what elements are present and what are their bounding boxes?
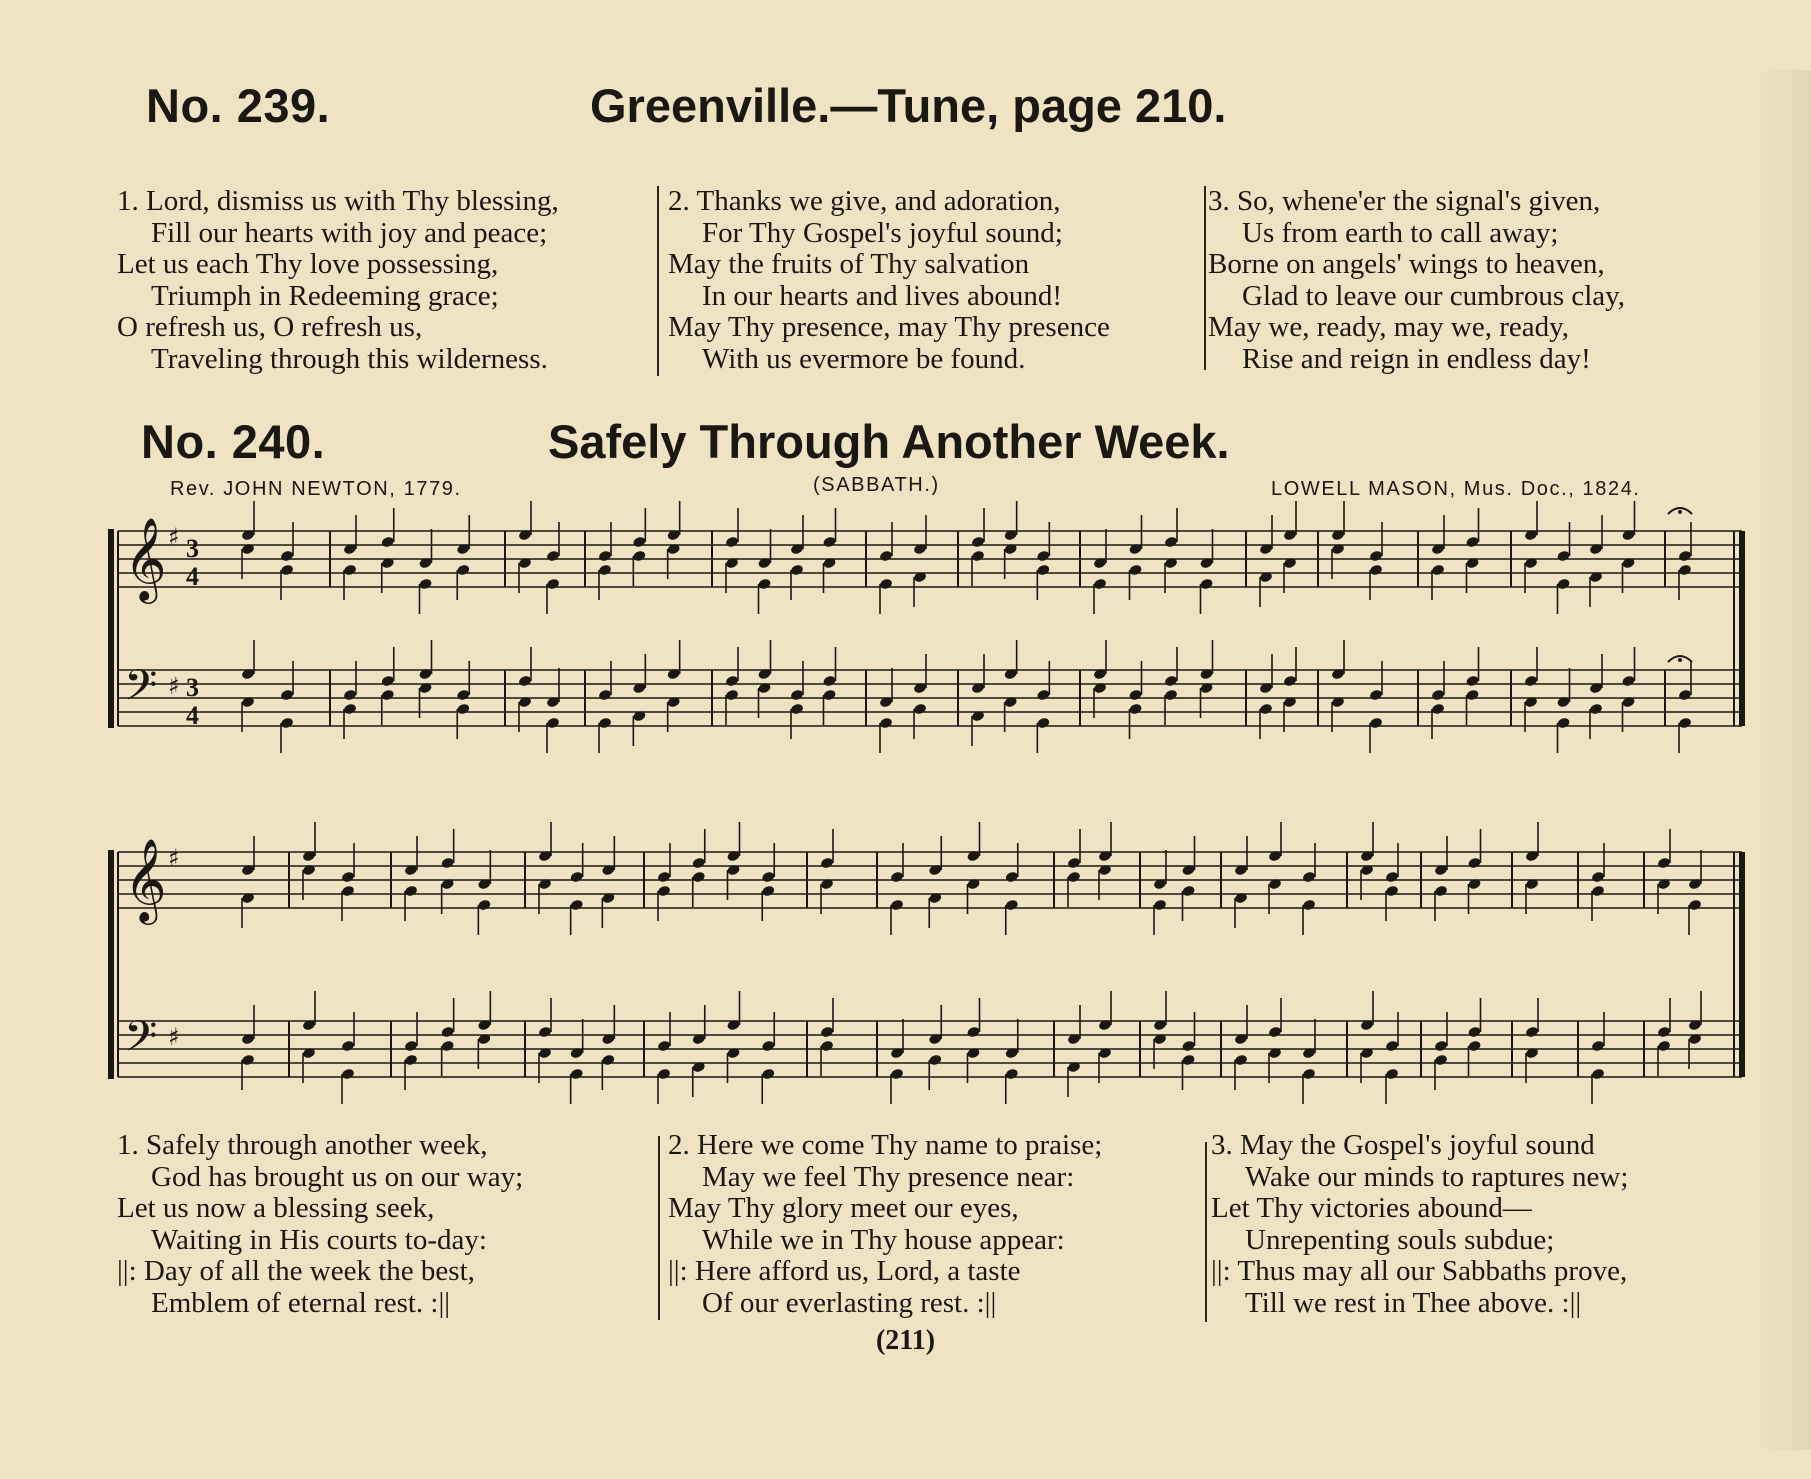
note-head	[1688, 899, 1702, 912]
sharp-icon: ♯	[168, 1023, 180, 1051]
note-head	[1591, 1040, 1605, 1053]
note-head	[725, 675, 739, 688]
page-number: (211)	[875, 1325, 936, 1356]
note-head	[1385, 885, 1399, 898]
note-head	[1036, 717, 1050, 730]
verse-line: 2. Thanks we give, and adoration,	[668, 185, 1061, 217]
note-head	[1005, 871, 1019, 884]
note-head	[761, 1040, 775, 1053]
note-head	[790, 564, 804, 577]
note-head	[820, 857, 834, 870]
note-head	[1005, 1068, 1019, 1081]
hymn-239-title: Greenville.—Tune, page 210.	[590, 79, 1227, 132]
hymn-240-number: No. 240.	[141, 415, 326, 468]
verse-line: While we in Thy house appear:	[702, 1223, 1065, 1256]
verse-line: 2. Here we come Thy name to praise;	[668, 1129, 1103, 1161]
note-head	[1164, 689, 1178, 702]
verse-line: Let us each Thy love possessing,	[117, 248, 499, 281]
note-head	[280, 689, 294, 702]
note-head	[632, 550, 646, 563]
note-head	[1591, 871, 1605, 884]
note-head	[1431, 689, 1445, 702]
note-head	[757, 578, 771, 591]
verse-line: Unrepenting souls subdue;	[1245, 1223, 1555, 1256]
composer-credit: LOWELL MASON, Mus. Doc., 1824.	[1271, 478, 1641, 500]
note-head	[790, 689, 804, 702]
note-head	[1385, 1068, 1399, 1081]
verse-line: God has brought us on our way;	[151, 1160, 524, 1193]
verse-line: With us evermore be found.	[702, 342, 1026, 375]
note-head	[546, 550, 560, 563]
note-head	[280, 550, 294, 563]
note-head	[1181, 1054, 1195, 1067]
hymn-240-verse-1	[117, 1130, 523, 1320]
note-head	[569, 1068, 583, 1081]
verse-line: Of our everlasting rest. :||	[702, 1286, 997, 1319]
treble-clef-icon: 𝄞	[124, 837, 167, 921]
verse-line: 3. So, whene'er the signal's given,	[1208, 185, 1601, 217]
note-head	[1302, 899, 1316, 912]
note-head	[1556, 578, 1570, 591]
note-head	[598, 550, 612, 563]
note-head	[1591, 1068, 1605, 1081]
note-head	[1283, 675, 1297, 688]
note-head	[1128, 564, 1142, 577]
note-head	[569, 899, 583, 912]
column-divider	[658, 1136, 660, 1320]
note-head	[725, 689, 739, 702]
note-head	[477, 899, 491, 912]
note-head	[1678, 689, 1692, 702]
note-head	[1036, 689, 1050, 702]
note-head	[381, 689, 395, 702]
note-head	[890, 871, 904, 884]
note-head	[280, 717, 294, 730]
note-head	[1467, 857, 1481, 870]
verse-line: May Thy presence, may Thy presence	[668, 311, 1110, 344]
note-head	[966, 1026, 980, 1039]
note-head	[1657, 1040, 1671, 1053]
verse-line: May Thy glory meet our eyes,	[668, 1192, 1019, 1225]
note-head	[404, 885, 418, 898]
note-head	[601, 1054, 615, 1067]
note-head	[692, 871, 706, 884]
note-head	[890, 1068, 904, 1081]
fermata-dot	[1678, 658, 1682, 662]
verse-line: 3. May the Gospel's joyful sound	[1211, 1129, 1595, 1161]
sharp-icon: ♯	[168, 844, 180, 872]
note-head	[456, 564, 470, 577]
bass-clef-icon: 𝄢	[124, 1012, 158, 1072]
note-head	[761, 871, 775, 884]
verse-line: O refresh us, O refresh us,	[117, 311, 423, 344]
note-head	[692, 857, 706, 870]
note-head	[1621, 675, 1635, 688]
note-head	[1369, 564, 1383, 577]
note-head	[381, 536, 395, 549]
note-head	[456, 689, 470, 702]
verse-line: May we, ready, may we, ready,	[1208, 311, 1569, 344]
note-head	[1302, 1068, 1316, 1081]
note-head	[341, 1068, 355, 1081]
note-head	[657, 1068, 671, 1081]
verse-line: Us from earth to call away;	[1242, 216, 1559, 249]
note-head	[1369, 550, 1383, 563]
note-head	[1589, 703, 1603, 716]
note-head	[1181, 1040, 1195, 1053]
note-head	[822, 536, 836, 549]
note-head	[538, 1026, 552, 1039]
note-head	[1467, 1026, 1481, 1039]
note-head	[1181, 885, 1195, 898]
note-head	[456, 703, 470, 716]
system-bracket	[108, 850, 114, 1079]
verse-line: Traveling through this wilderness.	[151, 342, 548, 375]
fermata-dot	[1678, 510, 1682, 514]
verse-line: May we feel Thy presence near:	[702, 1160, 1075, 1193]
time-signature-bottom: 4	[186, 701, 199, 730]
note-head	[1234, 1054, 1248, 1067]
note-head	[1268, 1026, 1282, 1039]
note-head	[1431, 564, 1445, 577]
note-head	[913, 703, 927, 716]
note-head	[1067, 871, 1081, 884]
note-head	[1525, 1026, 1539, 1039]
note-head	[569, 871, 583, 884]
note-head	[343, 689, 357, 702]
note-head	[725, 536, 739, 549]
sharp-icon: ♯	[168, 523, 180, 551]
verse-line: Waiting in His courts to-day:	[151, 1223, 487, 1256]
note-head	[1467, 1040, 1481, 1053]
note-head	[440, 1026, 454, 1039]
note-head	[440, 857, 454, 870]
note-head	[657, 885, 671, 898]
note-head	[971, 536, 985, 549]
verse-line: Borne on angels' wings to heaven,	[1208, 248, 1605, 281]
hymn-240-verse-2	[668, 1130, 1102, 1320]
verse-line: May the fruits of Thy salvation	[668, 248, 1030, 281]
note-head	[280, 564, 294, 577]
hymn-239-number: No. 239.	[146, 79, 331, 132]
note-head	[1434, 1054, 1448, 1067]
note-head	[657, 871, 671, 884]
note-head	[790, 703, 804, 716]
verse-line: ||: Day of all the week the best,	[117, 1255, 475, 1288]
note-head	[598, 689, 612, 702]
note-head	[1431, 703, 1445, 716]
note-head	[341, 885, 355, 898]
note-head	[1164, 536, 1178, 549]
note-head	[1678, 550, 1692, 563]
note-head	[971, 550, 985, 563]
note-head	[1657, 857, 1671, 870]
hymn-240-verse-3	[1211, 1130, 1628, 1320]
treble-clef-icon: 𝄞	[124, 516, 167, 600]
note-head	[1153, 899, 1167, 912]
note-head	[518, 675, 532, 688]
note-head	[440, 1040, 454, 1053]
verse-line: ||: Thus may all our Sabbaths prove,	[1211, 1255, 1628, 1288]
column-divider	[1205, 1142, 1207, 1322]
verse-line: ||: Here afford us, Lord, a taste	[668, 1255, 1021, 1288]
note-head	[546, 717, 560, 730]
note-head	[1556, 717, 1570, 730]
note-head	[341, 871, 355, 884]
time-signature-bottom: 4	[186, 562, 199, 591]
note-head	[761, 1068, 775, 1081]
note-head	[1093, 578, 1107, 591]
note-head	[241, 1054, 255, 1067]
hymn-subtitle: (SABBATH.)	[813, 474, 940, 496]
note-head	[879, 550, 893, 563]
note-head	[343, 564, 357, 577]
verse-line: For Thy Gospel's joyful sound;	[702, 216, 1063, 249]
note-head	[1385, 1040, 1399, 1053]
note-head	[1199, 578, 1213, 591]
verse-line: Fill our hearts with joy and peace;	[151, 216, 548, 249]
note-head	[341, 1040, 355, 1053]
note-head	[1369, 717, 1383, 730]
note-head	[632, 536, 646, 549]
note-head	[820, 1040, 834, 1053]
time-signature-top: 3	[186, 673, 199, 702]
hymn-240-title: Safely Through Another Week.	[548, 415, 1230, 468]
note-head	[1434, 1040, 1448, 1053]
verse-line: Emblem of eternal rest. :||	[151, 1286, 451, 1319]
note-head	[820, 1026, 834, 1039]
time-signature-top: 3	[186, 534, 199, 563]
note-head	[343, 703, 357, 716]
note-head	[546, 578, 560, 591]
note-head	[404, 1040, 418, 1053]
verse-line: Rise and reign in endless day!	[1242, 342, 1591, 375]
sharp-icon: ♯	[168, 672, 180, 700]
system-bracket	[108, 529, 114, 728]
verse-line: Glad to leave our cumbrous clay,	[1242, 279, 1626, 312]
note-head	[381, 675, 395, 688]
note-head	[598, 717, 612, 730]
note-head	[890, 899, 904, 912]
note-head	[1164, 675, 1178, 688]
note-head	[657, 1040, 671, 1053]
verse-line: Wake our minds to raptures new;	[1245, 1160, 1629, 1193]
note-head	[1369, 689, 1383, 702]
note-head	[1465, 536, 1479, 549]
note-head	[1302, 871, 1316, 884]
note-head	[1128, 703, 1142, 716]
note-head	[879, 717, 893, 730]
note-head	[928, 1054, 942, 1067]
note-head	[1524, 675, 1538, 688]
note-head	[1678, 564, 1692, 577]
note-head	[1678, 717, 1692, 730]
note-head	[1036, 550, 1050, 563]
bass-clef-icon: 𝄢	[124, 661, 158, 721]
note-head	[404, 1054, 418, 1067]
note-head	[1465, 689, 1479, 702]
note-head	[598, 564, 612, 577]
note-head	[1657, 1026, 1671, 1039]
note-head	[1128, 689, 1142, 702]
lyricist-credit: Rev. JOHN NEWTON, 1779.	[170, 478, 462, 500]
note-head	[761, 885, 775, 898]
note-head	[822, 689, 836, 702]
note-head	[1259, 703, 1273, 716]
note-head	[1067, 857, 1081, 870]
verse-line: Till we rest in Thee above. :||	[1245, 1286, 1582, 1319]
verse-line: In our hearts and lives abound!	[702, 279, 1062, 312]
note-head	[1434, 885, 1448, 898]
note-head	[1465, 675, 1479, 688]
note-head	[1556, 550, 1570, 563]
verse-line: 1. Lord, dismiss us with Thy blessing,	[117, 185, 559, 217]
note-head	[1385, 871, 1399, 884]
verse-line: Let Thy victories abound—	[1211, 1192, 1532, 1225]
note-head	[822, 675, 836, 688]
note-head	[1591, 885, 1605, 898]
verse-line: Let us now a blessing seek,	[117, 1192, 435, 1225]
note-head	[418, 578, 432, 591]
note-head	[1005, 899, 1019, 912]
note-head	[879, 578, 893, 591]
verse-line: Triumph in Redeeming grace;	[151, 279, 499, 312]
verse-line: 1. Safely through another week,	[117, 1129, 488, 1161]
note-head	[1036, 564, 1050, 577]
